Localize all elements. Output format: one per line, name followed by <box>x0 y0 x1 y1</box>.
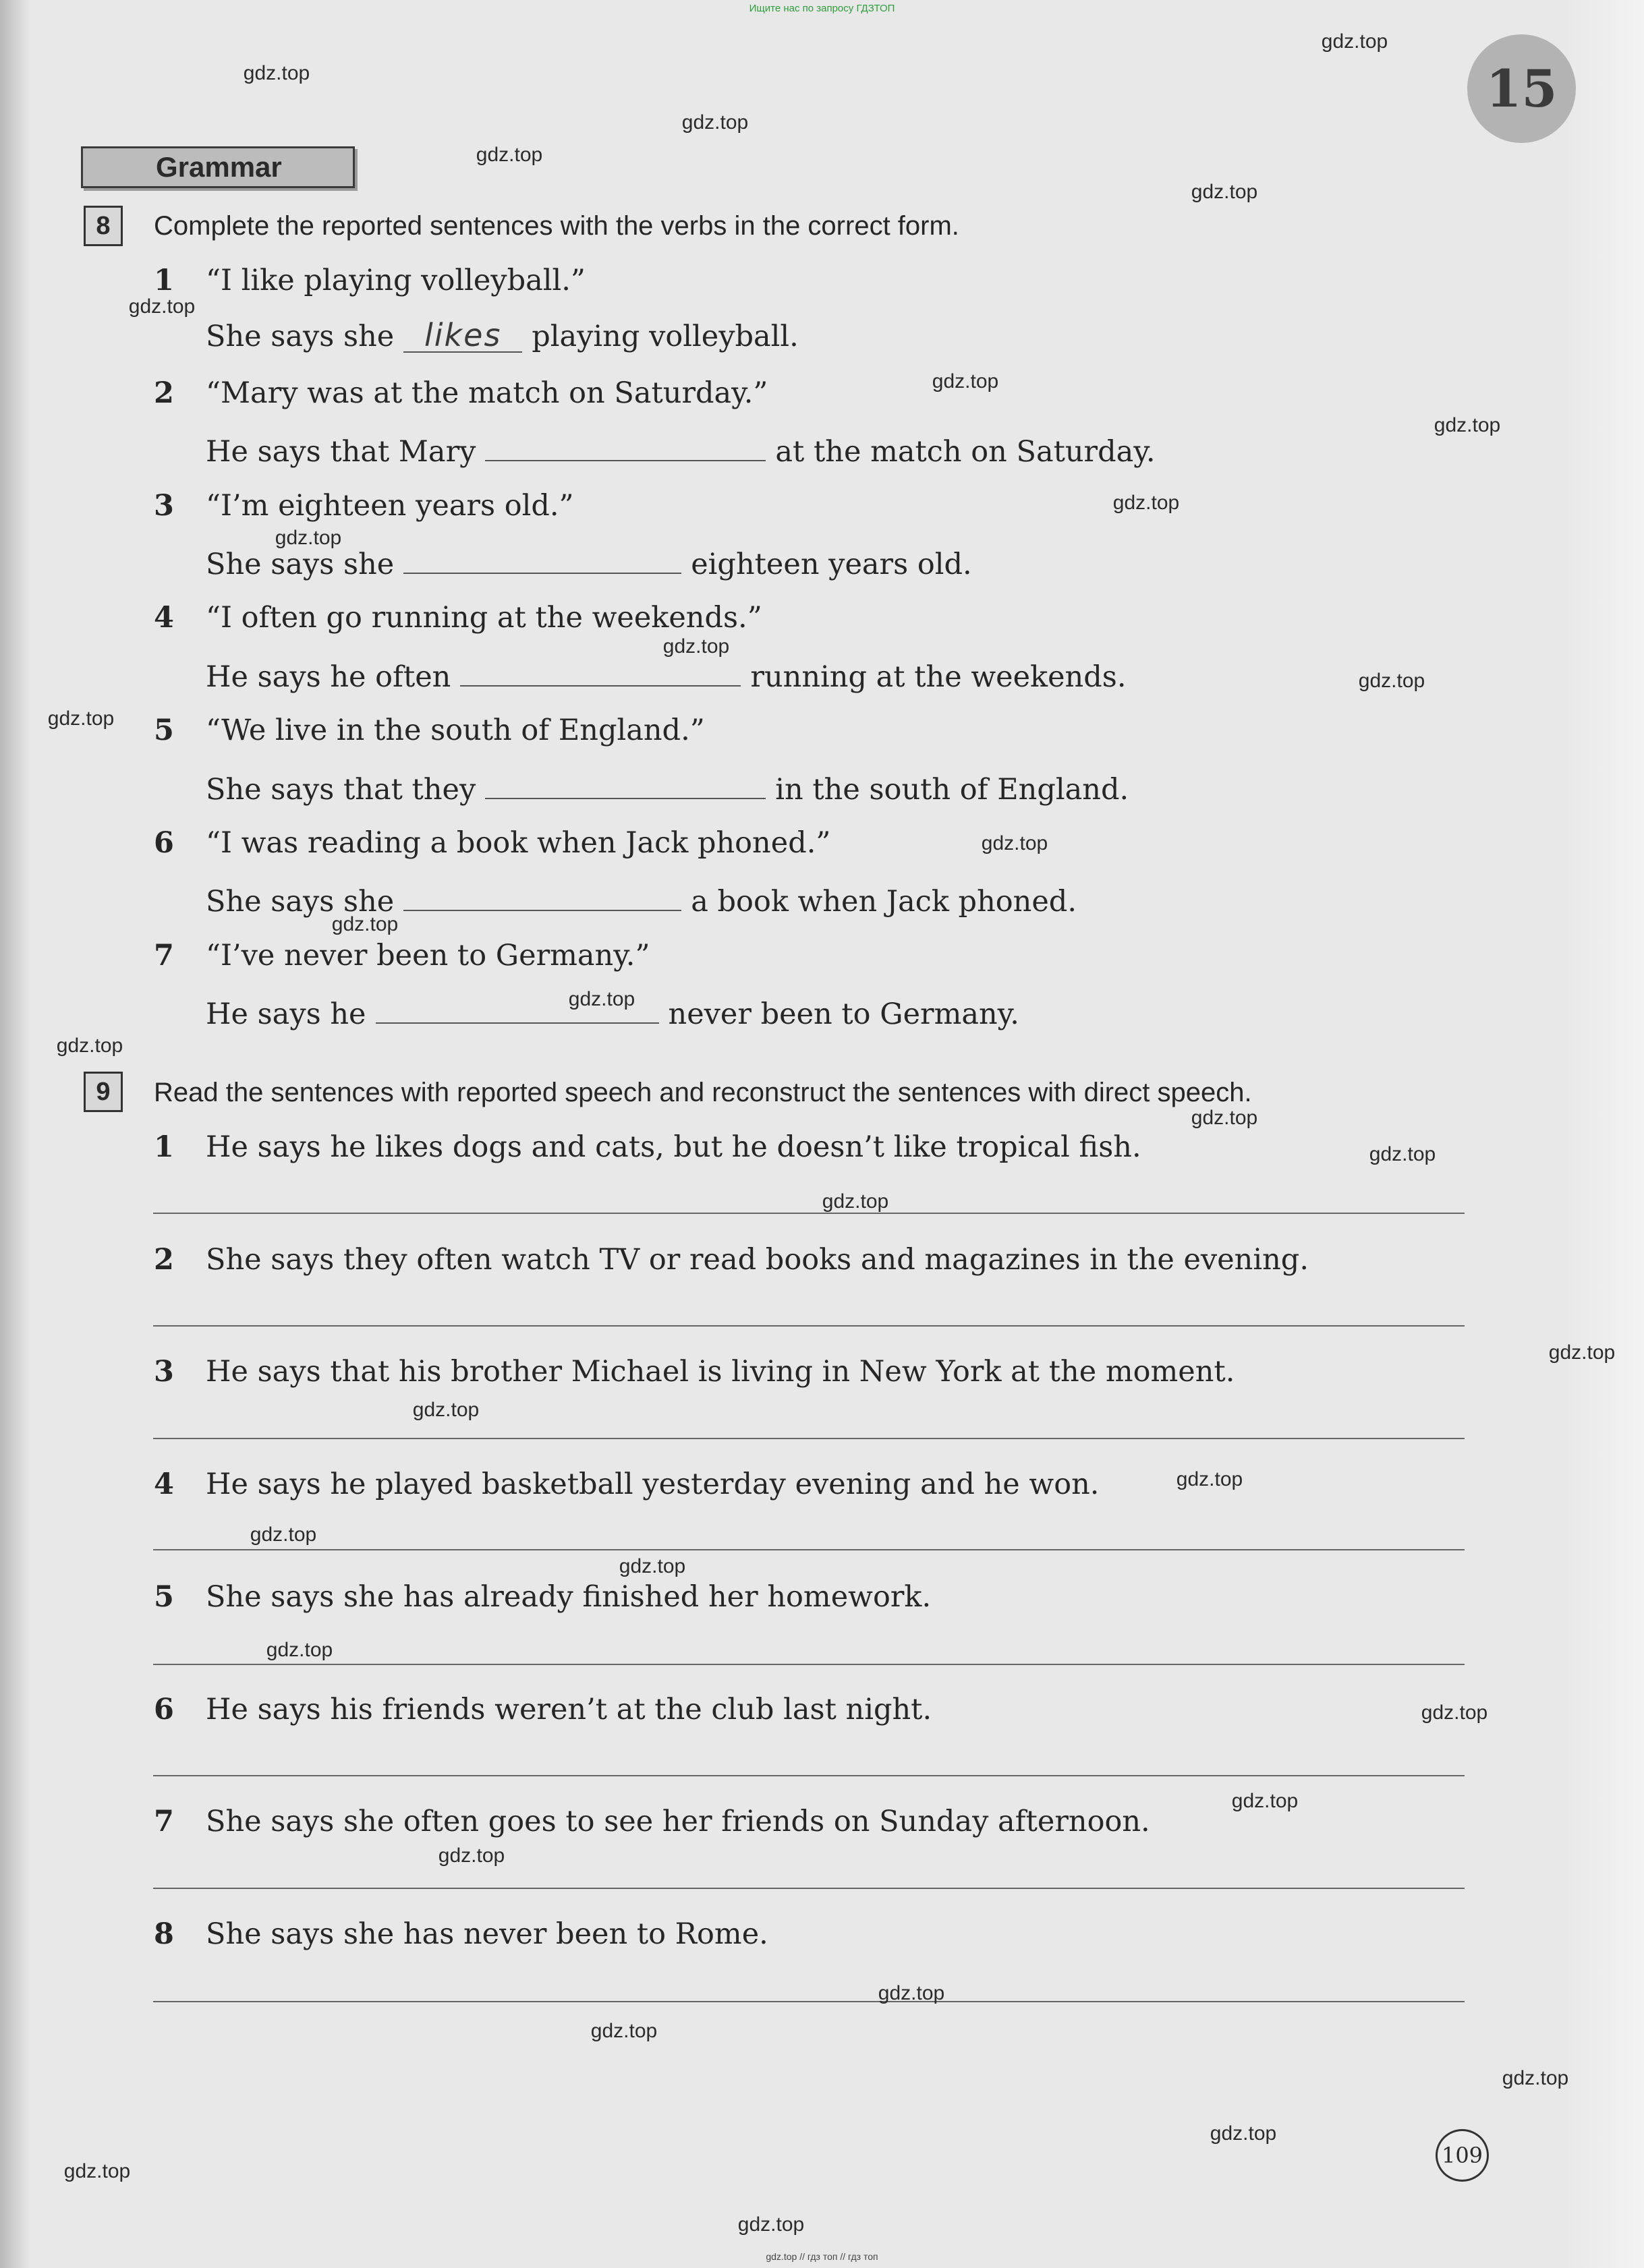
ex8-item-1-answer <box>206 315 799 358</box>
page-gutter-shadow <box>0 0 30 2268</box>
answer-suffix: at the match on Saturday. <box>775 435 1156 469</box>
reported-sentence: He says he played basketball yesterday evening and he won. <box>206 1467 1100 1501</box>
answer-prefix: She says she <box>206 320 395 353</box>
watermark-text: gdz.top <box>737 2213 805 2236</box>
watermark-text: gdz.top <box>1210 2122 1277 2145</box>
watermark-text: gdz.top <box>1191 181 1258 203</box>
answer-blank <box>403 877 681 911</box>
ex9-item-2-answer-line <box>153 1325 1465 1327</box>
quote-text: “We live in the south of England.” <box>206 714 705 747</box>
reported-sentence: She says they often watch TV or read books and magazines in the evening. <box>206 1243 1309 1277</box>
ex8-item-4-answer <box>206 653 1127 696</box>
exercise-8-number: 8 <box>84 206 123 246</box>
watermark-text: gdz.top <box>981 832 1048 854</box>
watermark-text: gdz.top <box>128 295 196 318</box>
ex9-item-6 <box>154 1688 932 1731</box>
quote-text: “I’m eighteen years old.” <box>206 489 574 523</box>
ex9-item-8-answer-line <box>153 2001 1465 2002</box>
watermark-text: gdz.top <box>1502 2067 1569 2089</box>
ex9-item-5 <box>154 1575 931 1619</box>
ex8-item-6-quote <box>154 821 830 865</box>
watermark-text: gdz.top <box>266 1639 333 1661</box>
quote-text: “I often go running at the weekends.” <box>206 601 762 635</box>
ex9-item-2 <box>154 1238 1309 1281</box>
answer-prefix: He says that Mary <box>206 435 476 469</box>
answer-prefix: She says she <box>206 885 395 919</box>
item-number: 7 <box>154 939 174 972</box>
answer-prefix: She says she <box>206 548 395 581</box>
watermark-text: gdz.top <box>662 635 730 658</box>
watermark-text: gdz.top <box>1358 670 1425 692</box>
watermark-text: gdz.top <box>438 1844 505 1867</box>
reported-sentence: He says he likes dogs and cats, but he doesn’t like tropical fish. <box>206 1130 1141 1164</box>
quote-text: “I like playing volleyball.” <box>206 264 586 297</box>
exercise-9-number: 9 <box>84 1072 123 1112</box>
watermark-text: gdz.top <box>932 370 999 392</box>
watermark-text: gdz.top <box>1421 1702 1488 1724</box>
quote-text: “I’ve never been to Germany.” <box>206 939 650 972</box>
item-number: 4 <box>154 601 174 635</box>
ex9-item-3 <box>154 1350 1235 1393</box>
unit-number-badge: 15 <box>1467 34 1576 143</box>
item-number: 5 <box>154 1580 174 1614</box>
answer-suffix: in the south of England. <box>775 773 1129 807</box>
ex9-item-3-answer-line <box>153 1438 1465 1439</box>
watermark-text: gdz.top <box>590 2020 658 2042</box>
ex9-item-6-answer-line <box>153 1775 1465 1776</box>
watermark-text: gdz.top <box>568 988 635 1010</box>
answer-blank <box>485 428 766 461</box>
watermark-text: gdz.top <box>56 1035 123 1057</box>
watermark-text: gdz.top <box>1176 1468 1243 1490</box>
watermark-text: gdz.top <box>822 1190 889 1213</box>
item-number: 6 <box>154 1693 174 1726</box>
watermark-text: gdz.top <box>250 1523 317 1546</box>
item-number: 1 <box>154 1130 174 1164</box>
watermark-text: gdz.top <box>1434 414 1501 436</box>
page-number: 109 <box>1436 2129 1489 2182</box>
answer-blank <box>403 540 681 574</box>
ex9-item-1-answer-line <box>153 1213 1465 1214</box>
answer-prefix: He says he often <box>206 660 451 694</box>
ex9-item-7 <box>154 1800 1150 1843</box>
reported-sentence: She says she often goes to see her friends on Sunday afternoon. <box>206 1805 1150 1838</box>
item-number: 4 <box>154 1467 174 1501</box>
watermark-text: gdz.top <box>681 111 749 134</box>
bottom-note: gdz.top // гдз топ // гдз топ <box>766 2251 878 2262</box>
ex8-item-3-quote <box>154 484 574 527</box>
answer-suffix: never been to Germany. <box>668 997 1019 1031</box>
answer-blank <box>485 765 766 799</box>
reported-sentence: He says that his brother Michael is living in New York at the moment. <box>206 1355 1235 1389</box>
answer-blank-filled: likes <box>403 319 522 353</box>
ex8-item-4-quote <box>154 596 762 639</box>
ex8-item-2-quote <box>154 372 768 415</box>
item-number: 2 <box>154 1243 174 1277</box>
answer-prefix: He says he <box>206 997 366 1031</box>
watermark-text: gdz.top <box>63 2160 131 2182</box>
watermark-text: gdz.top <box>1191 1107 1258 1129</box>
reported-sentence: He says his friends weren’t at the club last night. <box>206 1693 932 1726</box>
watermark-text: gdz.top <box>331 913 399 935</box>
item-number: 3 <box>154 489 174 523</box>
ex8-item-5-answer <box>206 765 1129 809</box>
ex8-item-5-quote <box>154 709 705 752</box>
watermark-text: gdz.top <box>275 527 342 549</box>
watermark-text: gdz.top <box>878 1982 945 2004</box>
item-number: 2 <box>154 376 174 410</box>
ex8-item-2-answer <box>206 428 1156 471</box>
watermark-text: gdz.top <box>476 144 543 166</box>
watermark-text: gdz.top <box>243 62 310 84</box>
page-edge <box>1563 0 1644 2268</box>
quote-text: “Mary was at the match on Saturday.” <box>206 376 768 410</box>
reported-sentence: She says she has never been to Rome. <box>206 1917 768 1951</box>
item-number: 5 <box>154 714 174 747</box>
answer-suffix: playing volleyball. <box>532 320 799 353</box>
watermark-text: gdz.top <box>47 707 115 730</box>
item-number: 7 <box>154 1805 174 1838</box>
ex8-item-1-quote <box>154 259 586 302</box>
answer-suffix: eighteen years old. <box>691 548 972 581</box>
quote-text: “I was reading a book when Jack phoned.” <box>206 826 831 860</box>
watermark-text: gdz.top <box>1112 492 1180 514</box>
answer-suffix: a book when Jack phoned. <box>691 885 1077 919</box>
watermark-text: gdz.top <box>412 1399 480 1421</box>
watermark-text: gdz.top <box>1548 1341 1616 1364</box>
answer-suffix: running at the weekends. <box>750 660 1127 694</box>
watermark-text: gdz.top <box>619 1555 686 1577</box>
item-number: 1 <box>154 264 174 297</box>
section-title-grammar: Grammar <box>81 146 355 188</box>
watermark-text: gdz.top <box>1321 30 1388 53</box>
watermark-text: gdz.top <box>1231 1790 1299 1812</box>
ex9-item-4 <box>154 1463 1099 1506</box>
item-number: 3 <box>154 1355 174 1389</box>
reported-sentence: She says she has already finished her homework. <box>206 1580 932 1614</box>
top-note: Ищите нас по запросу ГДЗТОП <box>749 3 895 14</box>
item-number: 8 <box>154 1917 174 1951</box>
ex9-item-1 <box>154 1126 1141 1169</box>
ex8-item-7-quote <box>154 934 650 977</box>
ex9-item-5-answer-line <box>153 1664 1465 1665</box>
watermark-text: gdz.top <box>1369 1143 1436 1165</box>
ex9-item-7-answer-line <box>153 1888 1465 1889</box>
ex9-item-8 <box>154 1913 768 1956</box>
answer-prefix: She says that they <box>206 773 476 807</box>
exercise-8-instruction: Complete the reported sentences with the verbs in the correct form. <box>154 211 959 241</box>
exercise-9-instruction: Read the sentences with reported speech and reconstruct the sentences with direct speech. <box>154 1078 1252 1107</box>
item-number: 6 <box>154 826 174 860</box>
ex9-item-4-answer-line <box>153 1549 1465 1550</box>
